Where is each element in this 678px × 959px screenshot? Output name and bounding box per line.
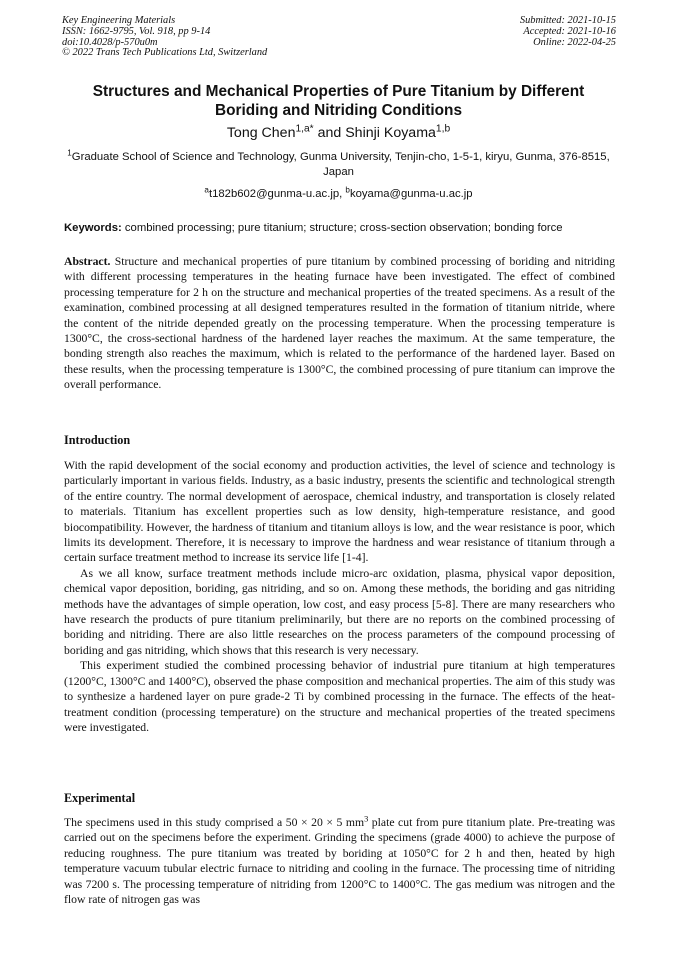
experimental-text-a: The specimens used in this study comprised a 50 × 20 × 5 mm — [64, 816, 365, 829]
section-heading-experimental: Experimental — [64, 791, 136, 805]
unit-exponent: 3 — [364, 813, 369, 824]
email-mark: a — [204, 185, 209, 195]
journal-name: Key Engineering Materials — [62, 15, 176, 26]
email-list — [62, 187, 615, 201]
submitted-date: Submitted: 2021-10-15 — [519, 15, 616, 26]
publication-dates — [520, 16, 616, 48]
accepted-date: Accepted: 2021-10-16 — [523, 25, 616, 37]
issn: ISSN: 1662-9795, Vol. 918, pp 9-14 — [62, 25, 211, 37]
author-list — [62, 124, 615, 142]
author-name: Tong Chen — [226, 125, 296, 141]
abstract-label: Abstract. — [64, 255, 111, 268]
paragraph — [64, 815, 615, 907]
keywords — [64, 221, 615, 235]
online-date: Online: 2022-04-25 — [533, 36, 616, 48]
paragraph: With the rapid development of the social economy and production activities, the level of science and technology is particularly important in various fields. Industry, as a basic industry, presents the scientific and technological strength of the entire country. The normal development of aerospace, chemical industry, and transportation is closely related to materials. Titanium has excellent properties such as low density, high-temperature resistance, and good biocompatibility. However, the hardness of titanium and titanium alloys is low, and the wear resistance is poor, which limits its development. Therefore, it is necessary to improve the hardness and wear resistance of titanium through a certain surface treatment method to increase its service life [1-4]. — [64, 459, 615, 565]
paragraph: This experiment studied the combined processing behavior of industrial pure titanium at high temperatures (1200°C, 1300°C and 1400°C), observed the phase composition and mechanical properties. The aim of this study was to synthesize a hardened layer on pure grade-2 Ti by combined processing in the furnace. The effects of the heat-treatment condition (processing temperature) on the structure and mechanical properties of the treated specimens were investigated. — [64, 659, 616, 734]
affiliation — [62, 150, 615, 179]
experimental-text-b: plate cut from pure titanium plate. Pre-treating was carried out on the specimens before the experiment. Grinding the specimens (grade 4000) to achieve the purpose of reducing roughness. The pure titanium was treated by boriding at 1050°C for 2 h and then, heated by high temperature vacuum tubular electric furnace to nitriding and cooling in the furnace. The processing time of nitriding was 7200 s. The processing temperature of nitriding from 1200°C to 1400°C. The gas medium was nitrogen and the flow rate of nitrogen gas was — [64, 816, 615, 907]
keywords-text: combined processing; pure titanium; structure; cross-section observation; bonding force — [121, 222, 563, 234]
paper-title: Structures and Mechanical Properties of Pure Titanium by Different Boriding and Nitriding Conditions — [92, 83, 585, 119]
abstract — [64, 254, 615, 393]
email-address[interactable]: t182b602@gunma-u.ac.jp — [208, 188, 340, 200]
email-mark: b — [345, 185, 350, 195]
introduction-body — [64, 458, 615, 735]
affiliation-mark: 1 — [67, 148, 72, 158]
abstract-text: Structure and mechanical properties of pure titanium by combined processing of boriding and nitriding with different processing temperatures in the heating furnace have been investigated. The effect of combined processing temperature for 2 h on the structure and mechanical properties of the treated specimens. As a result of the examination, combined processing at all designed temperatures resulted in the formation of titanium nitride, where the content of the nitride depended greatly on the processing temperature. When the processing temperature is 1300°C, the cross-sectional hardness of the hardened layer reaches the maximum. At the same temperature, the bonding strength also reaches the maximum, which is related to the performance of the hardened layer. Based on these results, when the processing temperature is 1300°C, the combined processing of pure titanium can improve the overall performance. — [64, 255, 615, 392]
affiliation-text: Graduate School of Science and Technology, Gunma University, Tenjin-cho, 1-5-1, kiryu, Gunma, 376-8515, Japan — [71, 151, 610, 178]
experimental-body — [64, 815, 615, 907]
author-affiliation-mark: 1,b — [435, 123, 451, 135]
paragraph: As we all know, surface treatment methods include micro-arc oxidation, plasma, physical vapor deposition, chemical vapor deposition, boriding, gas nitriding, and so on. Among these methods, the boriding and gas nitriding methods have the advantages of simple operation, low cost, and easy process [5-8]. There are many researchers who have research the products of pure titanium preliminarily, but there are no reports on the combined processing of boriding and nitriding. There are also little researches on the process parameters of the compound processing of boriding and gas nitriding, which shows that this research is very necessary. — [64, 566, 615, 657]
email-address[interactable]: koyama@gunma-u.ac.jp — [349, 188, 473, 200]
journal-info — [62, 16, 267, 59]
copyright: © 2022 Trans Tech Publications Ltd, Switzerland — [62, 47, 268, 59]
section-heading-introduction: Introduction — [64, 433, 131, 447]
authors-joiner: and — [313, 125, 346, 141]
author-affiliation-mark: 1,a* — [295, 123, 314, 135]
email-separator: , — [339, 188, 346, 200]
author-name: Shinji Koyama — [345, 125, 436, 141]
keywords-label: Keywords: — [64, 222, 122, 234]
doi[interactable]: doi:10.4028/p-570u0m — [62, 36, 158, 48]
